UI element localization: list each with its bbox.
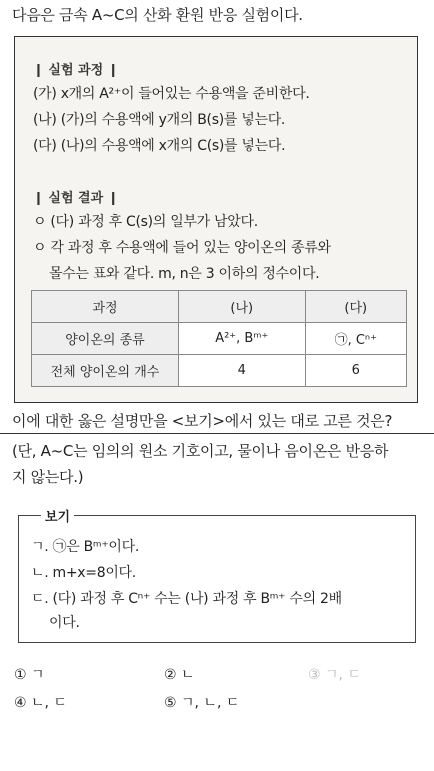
bogi-item-1: ㄱ. ㉠은 Bᵐ⁺이다.: [31, 539, 140, 555]
question-line-3: 지 않는다.): [12, 468, 84, 486]
table-cell-cation-type-na: A²⁺, Bᵐ⁺: [179, 323, 306, 355]
table-header-process: 과정: [32, 291, 179, 323]
procedure-title: ❙ 실험 과정 ❙: [33, 63, 119, 78]
table-cell-cation-count-na: 4: [179, 355, 306, 387]
bogi-item-2: ㄴ. m+x=8이다.: [31, 565, 136, 581]
results-table: [31, 290, 407, 387]
results-title: ❙ 실험 결과 ❙: [33, 191, 119, 206]
procedure-step-2: (나) (가)의 수용액에 y개의 B(s)를 넣는다.: [33, 112, 286, 128]
question-line-1: 이에 대한 옳은 설명만을 <보기>에서 있는 대로 고른 것은?: [12, 412, 393, 430]
divider: [0, 433, 434, 434]
bogi-box: [18, 510, 416, 643]
procedure-step-3: (다) (나)의 수용액에 x개의 C(s)를 넣는다.: [33, 138, 286, 154]
procedure-step-1: (가) x개의 A²⁺이 들어있는 수용액을 준비한다.: [33, 86, 310, 102]
table-header-da: (다): [305, 291, 406, 323]
bogi-item-3: ㄷ. (다) 과정 후 Cⁿ⁺ 수는 (나) 과정 후 Bᵐ⁺ 수의 2배: [31, 591, 342, 607]
choice-3[interactable]: ③ ㄱ, ㄷ: [308, 667, 361, 683]
result-bullet-1: ㅇ (다) 과정 후 C(s)의 일부가 남았다.: [33, 214, 258, 230]
table-row-label-cation-type: 양이온의 종류: [32, 323, 179, 355]
table-cell-cation-count-da: 6: [305, 355, 406, 387]
table-row-label-cation-count: 전체 양이온의 개수: [32, 355, 179, 387]
bogi-item-3-cont: 이다.: [49, 615, 80, 631]
result-bullet-3: 몰수는 표와 같다. m, n은 3 이하의 정수이다.: [49, 266, 320, 282]
choice-5[interactable]: ⑤ ㄱ, ㄴ, ㄷ: [164, 695, 240, 711]
intro-text: 다음은 금속 A~C의 산화 환원 반응 실험이다.: [12, 6, 303, 24]
bogi-title: 보기: [41, 506, 74, 525]
table-header-na: (나): [179, 291, 306, 323]
choice-1[interactable]: ① ㄱ: [14, 667, 45, 683]
question-line-2: (단, A~C는 임의의 원소 기호이고, 물이나 음이온은 반응하: [12, 442, 389, 460]
table-cell-cation-type-da: ㉠, Cⁿ⁺: [305, 323, 406, 355]
choice-2[interactable]: ② ㄴ: [164, 667, 195, 683]
experiment-box: [14, 36, 418, 403]
choice-4[interactable]: ④ ㄴ, ㄷ: [14, 695, 67, 711]
result-bullet-2: ㅇ 각 과정 후 수용액에 들어 있는 양이온의 종류와: [33, 240, 331, 256]
